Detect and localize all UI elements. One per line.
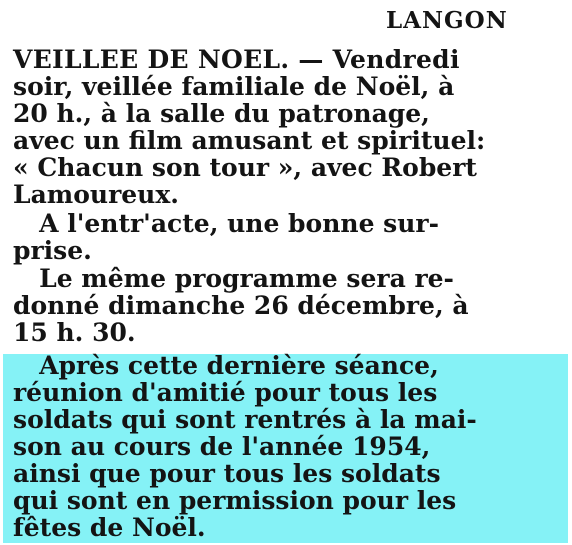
text-line: « Chacun son tour », avec Robert (13, 153, 477, 182)
text-line: soir, veillée familiale de Noël, à (13, 72, 455, 101)
text-line: Après cette dernière séance, (13, 351, 439, 380)
text-line: ainsi que pour tous les soldats (13, 459, 441, 488)
text-line: avec un film amusant et spirituel: (13, 126, 486, 155)
text-line: Le même programme sera re- (13, 264, 454, 293)
text-line: fêtes de Noël. (13, 513, 206, 542)
text-line: VEILLEE DE NOEL. — Vendredi (13, 45, 460, 74)
text-line: réunion d'amitié pour tous les (13, 378, 438, 407)
text-line: A l'entr'acte, une bonne sur- (13, 209, 439, 238)
text-line: qui sont en permission pour les (13, 486, 457, 515)
text-line: prise. (13, 236, 92, 265)
text-line: son au cours de l'année 1954, (13, 432, 431, 461)
text-line: donné dimanche 26 décembre, à (13, 291, 469, 320)
text-line: 15 h. 30. (13, 318, 136, 347)
text-line: 20 h., à la salle du patronage, (13, 99, 430, 128)
article-heading: LANGON (386, 7, 508, 34)
text-line: soldats qui sont rentrés à la mai- (13, 405, 477, 434)
text-line: Lamoureux. (13, 180, 179, 209)
